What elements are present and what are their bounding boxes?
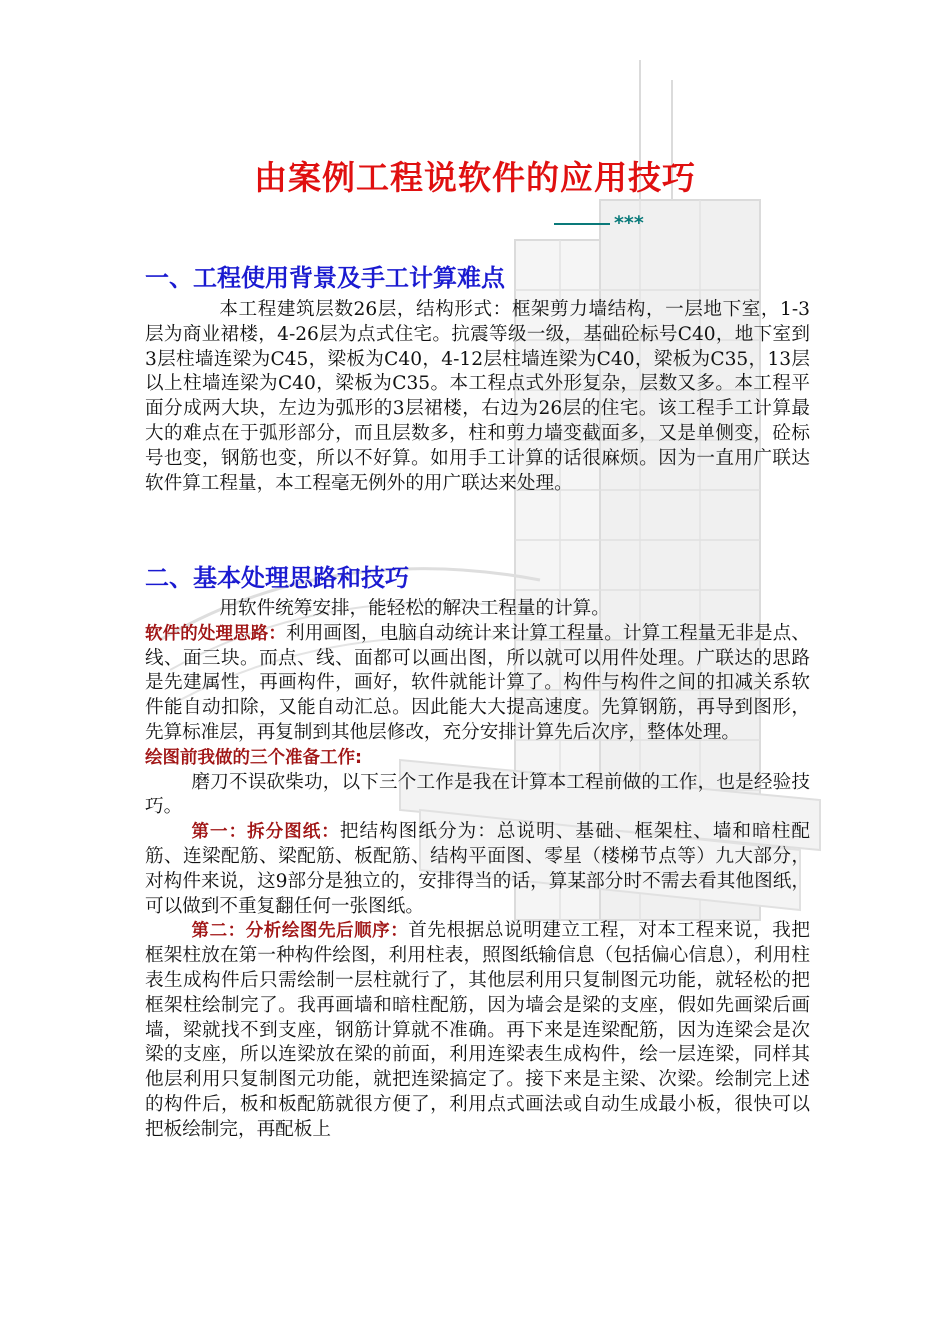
document-title: 由案例工程说软件的应用技巧 xyxy=(254,158,696,197)
prep-intro: 磨刀不误砍柴功，以下三个工作是我在计算本工程前做的工作，也是经验技巧。 xyxy=(145,771,810,818)
step2-paragraph xyxy=(145,919,810,1142)
author-name: *** xyxy=(614,212,644,234)
step1-text: 把结构图纸分为：总说明、基础、框架柱、墙和暗柱配筋、连梁配筋、梁配筋、板配筋、结构平面图、零星（楼梯节点等）九大部分，对构件来说，这9部分是独立的，安排得当的话，算某部分时不需去看其他图纸，可以做到不重复翻任何一张图纸。 xyxy=(145,821,810,917)
step2-text: 首先根据总说明建立工程，对本工程来说，我把框架柱放在第一种构件绘图，利用柱表，照图纸输信息（包括偏心信息），利用柱表生成构件后只需绘制一层柱就行了，其他层利用只复制图元功能，就轻松的把框架柱绘制完了。我再画墙和暗柱配筋，因为墙会是梁的支座，假如先画梁后画墙，梁就找不到支座，钢筋计算就不准确。再下来是连梁配筋，因为连梁会是次梁的支座，所以连梁放在梁的前面，利用连梁表生成构件，绘一层连梁，同样其他层利用只复制图元功能，就把连梁搞定了。接下来是主梁、次梁。绘制完上述的构件后，板和板配筋就很方便了，利用点式画法或自动生成最小板，很快可以把板绘制完，再配板上 xyxy=(145,920,810,1140)
section-heading-1: 一、工程使用背景及手工计算难点 xyxy=(145,264,505,292)
author-line xyxy=(554,212,644,234)
step1-label: 第一：拆分图纸： xyxy=(191,822,340,843)
prep-heading: 绘图前我做的三个准备工作: xyxy=(145,747,362,768)
section2-intro: 用软件统筹安排，能轻松的解决工程量的计算。 xyxy=(219,598,610,619)
step1-paragraph xyxy=(145,820,810,919)
section1-paragraph: 本工程建筑层数26层，结构形式：框架剪力墙结构，一层地下室，1-3层为商业裙楼，4-26层为点式住宅。抗震等级一级，基础砼标号C40，地下室到3层柱墙连梁为C45，梁板为C40，4-12层柱墙连梁为C40，梁板为C35，13层以上柱墙连梁为C40，梁板为C35。本工程点式外形复杂，层数又多。本工程平面分成两大块，左边为弧形的3层裙楼，右边为26层的住宅。该工程手工计算最大的难点在于弧形部分，而且层数多，柱和剪力墙变截面多，又是单侧变，砼标号也变，钢筋也变，所以不好算。如用手工计算的话很麻烦。因为一直用广联达软件算工程量，本工程毫无例外的用广联达来处理。 xyxy=(145,299,810,494)
approach-label: 软件的处理思路： xyxy=(145,623,286,644)
step2-label: 第二：分析绘图先后顺序： xyxy=(191,921,409,942)
author-dash xyxy=(554,223,610,225)
section2-body xyxy=(145,597,810,1143)
approach-paragraph xyxy=(145,622,810,746)
section1-body xyxy=(145,298,810,496)
approach-text: 利用画图，电脑自动统计来计算工程量。计算工程量无非是点、线、面三块。而点、线、面都可以画出图，所以就可以用件处理。广联达的思路是先建属性，再画构件，画好，软件就能计算了。构件与构件之间的扣减关系软件能自动扣除，又能自动汇总。因此能大大提高速度。先算钢筋，再导到图形，先算标准层，再复制到其他层修改，充分安排计算先后次序，整体处理。 xyxy=(145,622,810,743)
section-heading-2: 二、基本处理思路和技巧 xyxy=(145,564,409,592)
